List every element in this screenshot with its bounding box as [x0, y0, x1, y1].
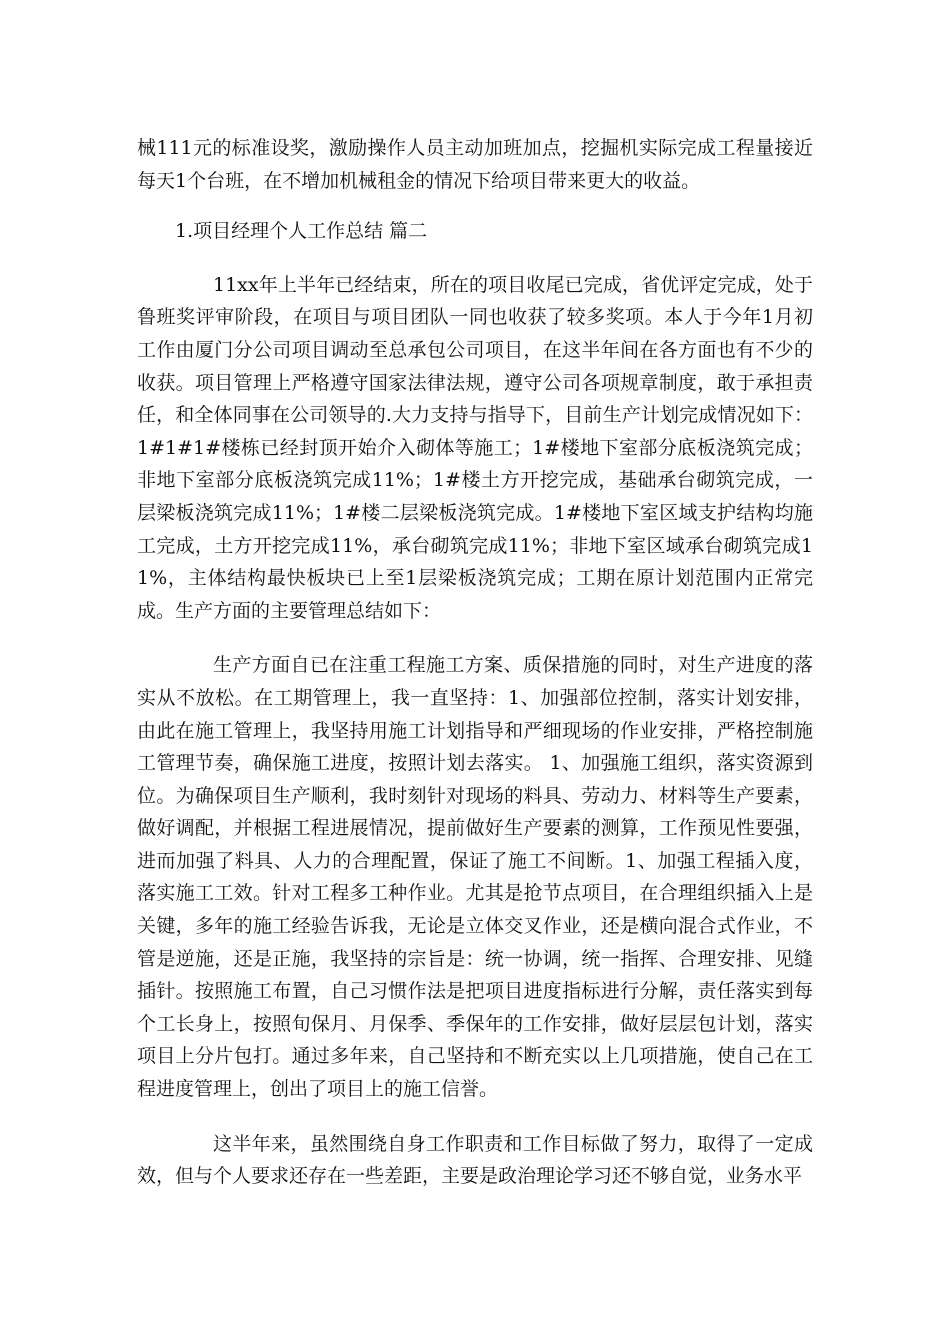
section-heading: 1.项目经理个人工作总结 篇二 — [175, 220, 428, 243]
paragraph-continuation: 械111元的标准设奖，激励操作人员主动加班加点，挖掘机实际完成工程量接近每天1个台班，在不增加机械租金的情况下给项目带来更大的收益。 — [137, 137, 813, 192]
paragraph-summary: 11xx年上半年已经结束，所在的项目收尾已完成，省优评定完成，处于鲁班奖评审阶段，在项目与项目团队一同也收获了较多奖项。本人于今年1月初工作由厦门分公司项目调动至总承包公司项目，在这半年间在各方面也有不少的收获。项目管理上严格遵守国家法律法规，遵守公司各项规章制度，敢于承担责任，和全体同事在公司领导的.大力支持与指导下，目前生产计划完成情况如下：1#1#1#楼栋已经封顶开始介入砌体等施工；1#楼地下室部分底板浇筑完成；非地下室部分底板浇筑完成11%；1#楼土方开挖完成，基础承台砌筑完成，一层梁板浇筑完成11%；1#楼二层梁板浇筑完成。1#楼地下室区域支护结构均施工完成，土方开挖完成11%，承台砌筑完成11%；非地下室区域承台砌筑完成11%，主体结构最快板块已上至1层梁板浇筑完成；工期在原计划范围内正常完成。生产方面的主要管理总结如下： — [137, 273, 813, 622]
paragraph-reflection: 这半年来，虽然围绕自身工作职责和工作目标做了努力，取得了一定成效，但与个人要求还存在一些差距，主要是政治理论学习还不够自觉，业务水平 — [137, 1132, 813, 1188]
document-page — [137, 132, 813, 1193]
paragraph-production: 生产方面自已在注重工程施工方案、质保措施的同时，对生产进度的落实从不放松。在工期管理上，我一直坚持：1、加强部位控制，落实计划安排，由此在施工管理上，我坚持用施工计划指导和严细现场的作业安排，严格控制施工管理节奏，确保施工进度，按照计划去落实。 1、加强施工组织，落实资源到位。为确保项目生产顺利，我时刻针对现场的料具、劳动力、材料等生产要素，做好调配，并根据工程进展情况，提前做好生产要素的测算，工作预见性要强，进而加强了料具、人力的合理配置，保证了施工不间断。1、加强工程插入度，落实施工工效。针对工程多工种作业。尤其是抢节点项目，在合理组织插入上是关键，多年的施工经验告诉我，无论是立体交叉作业，还是横向混合式作业，不管是逆施，还是正施，我坚持的宗旨是：统一协调，统一指挥、合理安排、见缝插针。按照施工布置，自己习惯作法是把项目进度指标进行分解，责任落实到每个工长身上，按照旬保月、月保季、季保年的工作安排，做好层层包计划，落实项目上分片包打。通过多年来，自己坚持和不断充实以上几项措施，使自己在工程进度管理上，创出了项目上的施工信誉。 — [137, 654, 813, 1101]
